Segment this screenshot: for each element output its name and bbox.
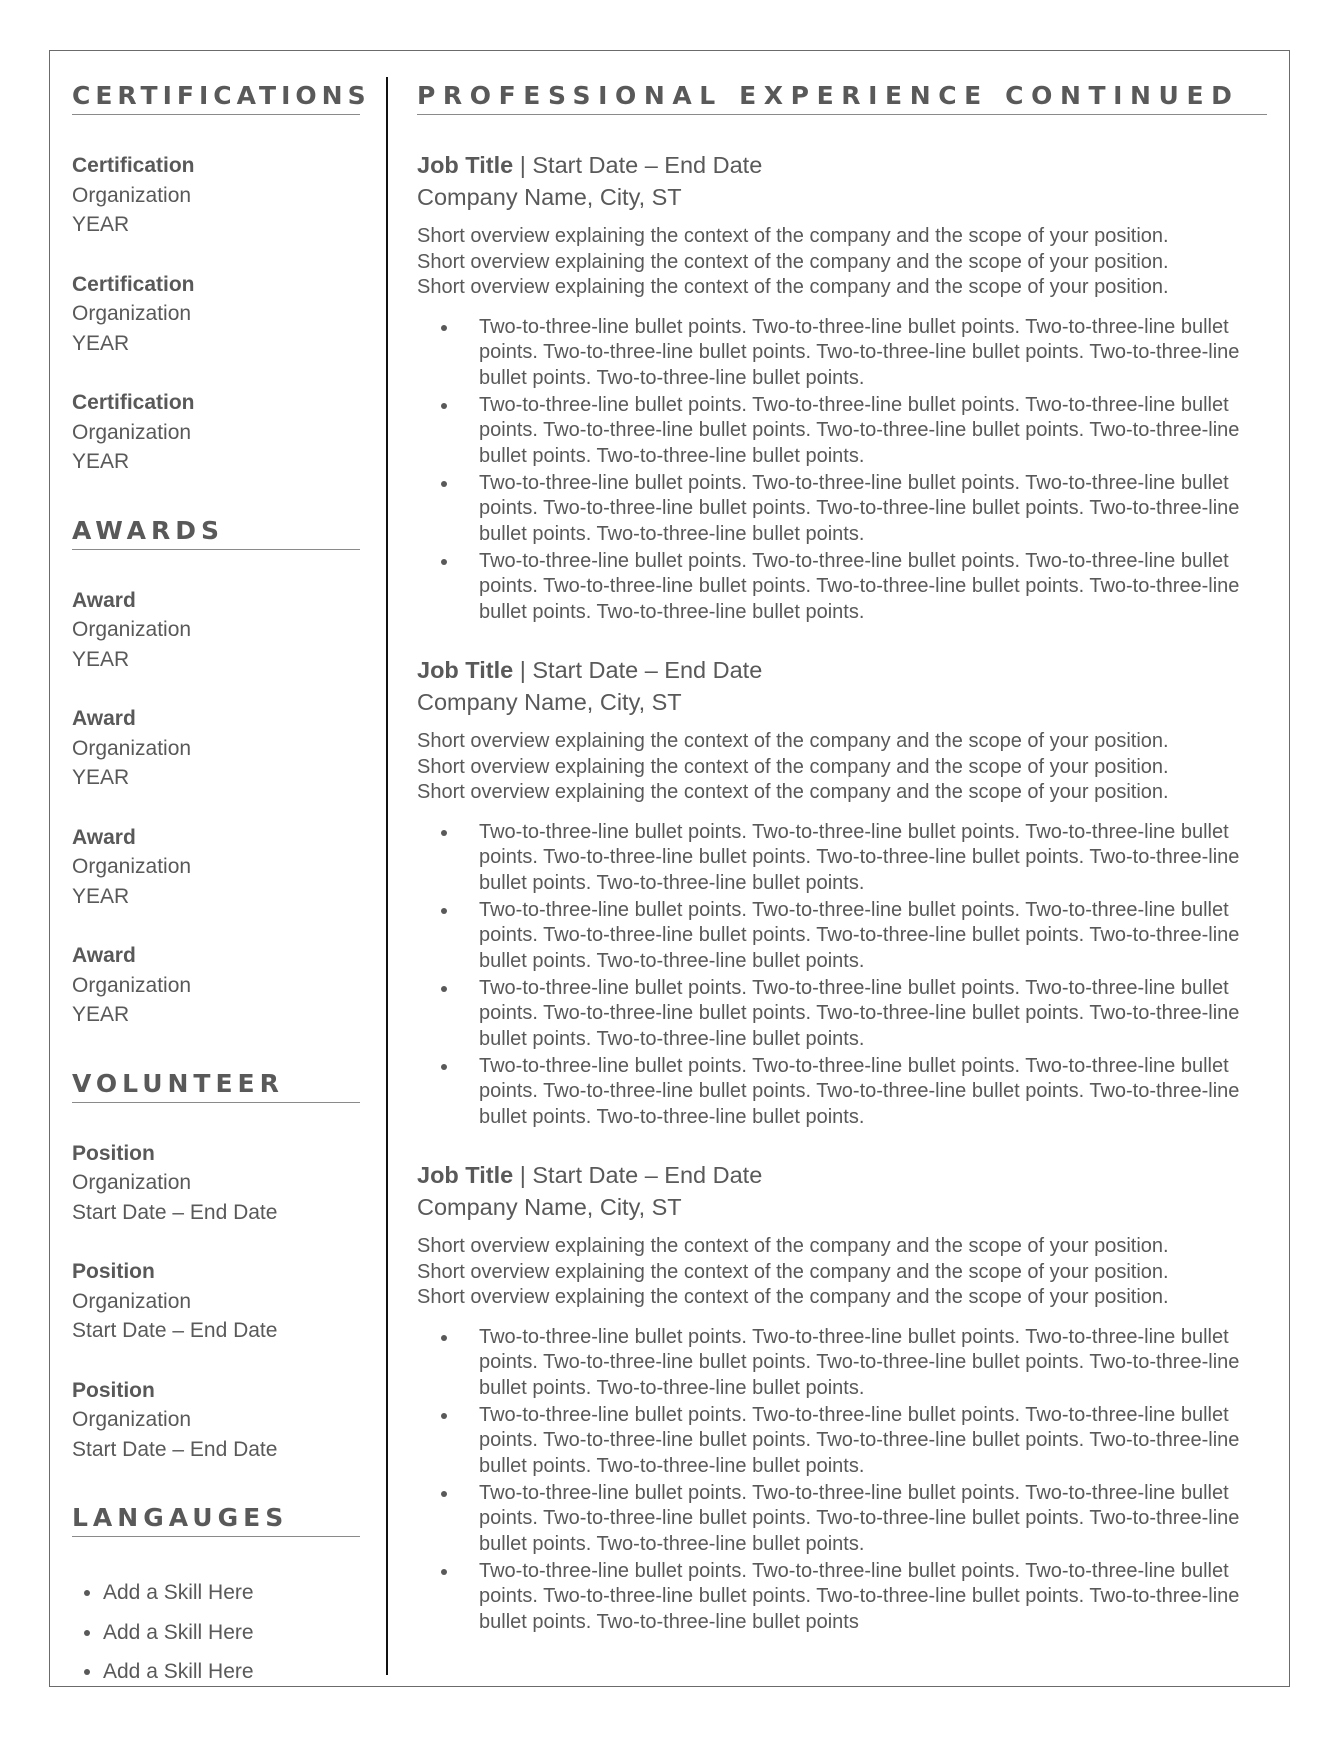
bullet-text: Two-to-three-line bullet points. Two-to-three-line bullet points. Two-to-three-line bullet points. Two-to-three-line bullet points. Two-to-three-line bullet points. Two-to-three-line bullet points. Two-to-three-line bullet points.: [479, 549, 1240, 623]
bullet-dot-icon: [441, 1335, 447, 1341]
bullet-item: [417, 1325, 1267, 1402]
company-line: Company Name, City, ST: [417, 689, 682, 715]
job-title-line: [417, 1159, 1267, 1191]
overview-line: Short overview explaining the context of the company and the scope of your position.: [417, 1260, 1169, 1283]
bullet-dot-icon: [441, 481, 447, 487]
job-separator: |: [513, 1162, 533, 1188]
language-item: [72, 1613, 360, 1653]
volunteer-org: Organization: [72, 1171, 192, 1194]
left-column: [72, 80, 371, 1692]
certification-name: Certification: [72, 391, 195, 414]
language-item: [72, 1573, 360, 1613]
overview-line: Short overview explaining the context of the company and the scope of your position.: [417, 225, 1169, 247]
bullet-dot-icon: [441, 325, 447, 331]
volunteer-dates: Start Date – End Date: [72, 1319, 278, 1342]
volunteer-dates: Start Date – End Date: [72, 1437, 278, 1461]
volunteer-position: Position: [72, 1141, 155, 1165]
volunteer-dates: Start Date – End Date: [72, 1200, 278, 1224]
job-dates: Start Date – End Date: [532, 152, 763, 178]
job-title: Job Title: [417, 152, 514, 178]
certification-org: Organization: [72, 302, 192, 325]
award-year: YEAR: [72, 1003, 130, 1026]
bullet-dot-icon: [441, 1413, 447, 1419]
bullet-text: Two-to-three-line bullet points. Two-to-three-line bullet points. Two-to-three-line bullet points. Two-to-three-line bullet points. Two-to-three-line bullet points. Two-to-three-line bullet points. Two-to-three-line bullet points.: [479, 898, 1240, 972]
job-title: Job Title: [417, 1162, 514, 1188]
overview-line: Short overview explaining the context of the company and the scope of your position.: [417, 755, 1169, 778]
job-entry: [417, 149, 1267, 625]
bullet-dot-icon: [441, 403, 447, 409]
certification-entry: [72, 151, 360, 240]
volunteer-position: Position: [72, 1378, 155, 1402]
award-year: YEAR: [72, 884, 130, 908]
overview-line: Short overview explaining the context of the company and the scope of your position.: [417, 781, 1169, 803]
bullet-item: [417, 471, 1267, 548]
job-title-line: [417, 654, 1267, 686]
bullet-text: Two-to-three-line bullet points. Two-to-three-line bullet points. Two-to-three-line bullet points. Two-to-three-line bullet points. Two-to-three-line bullet points. Two-to-three-line bullet points. Two-to-three-line bullet points.: [479, 315, 1240, 389]
job-overview: [417, 1234, 1267, 1311]
volunteer-entry: [72, 1139, 360, 1228]
bullet-dot-icon: [441, 1491, 447, 1497]
language-text: Add a Skill Here: [103, 1620, 254, 1644]
bullet-dot-icon: [441, 1064, 447, 1070]
certification-org: Organization: [72, 420, 192, 444]
job-overview: [417, 224, 1267, 301]
bullet-item: [417, 315, 1267, 392]
languages-heading: LANGAUGES: [72, 1502, 360, 1537]
award-name: Award: [72, 825, 136, 849]
award-org: Organization: [72, 973, 192, 997]
award-org: Organization: [72, 855, 192, 878]
volunteer-org: Organization: [72, 1289, 192, 1313]
job-overview: [417, 729, 1267, 806]
bullet-item: [417, 1559, 1267, 1636]
right-column: [417, 80, 1267, 1664]
bullet-dot-icon: [84, 1630, 90, 1636]
bullet-dot-icon: [84, 1669, 90, 1675]
volunteer-position: Position: [72, 1260, 155, 1283]
bullet-dot-icon: [441, 986, 447, 992]
award-entry: [72, 586, 360, 675]
overview-line: Short overview explaining the context of the company and the scope of your position.: [417, 1286, 1169, 1308]
volunteer-entry: [72, 1376, 360, 1465]
bullet-dot-icon: [84, 1590, 90, 1596]
certification-name: Certification: [72, 154, 195, 177]
award-org: Organization: [72, 618, 192, 641]
bullet-item: [417, 820, 1267, 897]
language-text: Add a Skill Here: [103, 1660, 254, 1683]
bullet-item: [417, 1481, 1267, 1558]
award-org: Organization: [72, 736, 192, 760]
bullet-dot-icon: [441, 830, 447, 836]
job-title: Job Title: [417, 657, 514, 683]
job-title-line: [417, 149, 1267, 181]
job-entry: [417, 654, 1267, 1130]
company-line: Company Name, City, ST: [417, 1194, 682, 1220]
award-name: Award: [72, 944, 136, 967]
volunteer-org: Organization: [72, 1408, 192, 1431]
bullet-text: Two-to-three-line bullet points. Two-to-three-line bullet points. Two-to-three-line bullet points. Two-to-three-line bullet points. Two-to-three-line bullet points. Two-to-three-line bullet points. Two-to-three-line bullet points.: [479, 820, 1240, 894]
award-entry: [72, 823, 360, 912]
certification-year: YEAR: [72, 450, 130, 473]
overview-line: Short overview explaining the context of the company and the scope of your position.: [417, 730, 1169, 752]
experience-heading: PROFESSIONAL EXPERIENCE CONTINUED: [417, 80, 1267, 115]
bullet-text: Two-to-three-line bullet points. Two-to-three-line bullet points. Two-to-three-line bullet points. Two-to-three-line bullet points. Two-to-three-line bullet points. Two-to-three-line bullet points. Two-to-three-line bullet points.: [479, 471, 1240, 545]
bullet-item: [417, 549, 1267, 626]
award-name: Award: [72, 707, 136, 730]
languages-list: [72, 1573, 360, 1692]
bullet-dot-icon: [441, 559, 447, 565]
bullet-text: Two-to-three-line bullet points. Two-to-three-line bullet points. Two-to-three-line bullet points. Two-to-three-line bullet points. Two-to-three-line bullet points. Two-to-three-line bullet points. Two-to-three-line bullet points.: [479, 1054, 1240, 1128]
language-text: Add a Skill Here: [103, 1581, 254, 1604]
job-entry: [417, 1159, 1267, 1635]
bullet-text: Two-to-three-line bullet points. Two-to-three-line bullet points. Two-to-three-line bullet points. Two-to-three-line bullet points. Two-to-three-line bullet points. Two-to-three-line bullet points. Two-to-three-line bullet points.: [479, 1481, 1240, 1555]
certification-entry: [72, 270, 360, 359]
job-separator: |: [513, 152, 533, 178]
certifications-heading: CERTIFICATIONS: [72, 80, 360, 115]
overview-line: Short overview explaining the context of the company and the scope of your position.: [417, 250, 1169, 273]
awards-heading: AWARDS: [72, 515, 360, 550]
certification-entry: [72, 388, 360, 477]
bullet-item: [417, 1403, 1267, 1480]
job-bullets: [417, 315, 1267, 626]
bullet-item: [417, 976, 1267, 1053]
bullet-text: Two-to-three-line bullet points. Two-to-three-line bullet points. Two-to-three-line bullet points. Two-to-three-line bullet points. Two-to-three-line bullet points. Two-to-three-line bullet points. Two-to-three-line bullet points.: [479, 976, 1240, 1050]
award-entry: [72, 704, 360, 793]
award-name: Award: [72, 588, 136, 612]
job-dates: Start Date – End Date: [532, 657, 763, 683]
award-year: YEAR: [72, 647, 130, 671]
bullet-text: Two-to-three-line bullet points. Two-to-three-line bullet points. Two-to-three-line bullet points. Two-to-three-line bullet points. Two-to-three-line bullet points. Two-to-three-line bullet points. Two-to-three-line bullet points: [479, 1559, 1240, 1633]
bullet-item: [417, 393, 1267, 470]
bullet-text: Two-to-three-line bullet points. Two-to-three-line bullet points. Two-to-three-line bullet points. Two-to-three-line bullet points. Two-to-three-line bullet points. Two-to-three-line bullet points. Two-to-three-line bullet points.: [479, 393, 1240, 467]
bullet-text: Two-to-three-line bullet points. Two-to-three-line bullet points. Two-to-three-line bullet points. Two-to-three-line bullet points. Two-to-three-line bullet points. Two-to-three-line bullet points. Two-to-three-line bullet points.: [479, 1403, 1240, 1477]
certification-year: YEAR: [72, 213, 130, 236]
column-divider: [386, 77, 388, 1675]
volunteer-entry: [72, 1257, 360, 1346]
overview-line: Short overview explaining the context of the company and the scope of your position.: [417, 1235, 1169, 1257]
language-item: [72, 1652, 360, 1692]
award-entry: [72, 941, 360, 1030]
certification-name: Certification: [72, 272, 195, 296]
company-line: Company Name, City, ST: [417, 184, 682, 210]
volunteer-heading: VOLUNTEER: [72, 1068, 360, 1103]
bullet-text: Two-to-three-line bullet points. Two-to-three-line bullet points. Two-to-three-line bullet points. Two-to-three-line bullet points. Two-to-three-line bullet points. Two-to-three-line bullet points. Two-to-three-line bullet points.: [479, 1325, 1240, 1399]
job-bullets: [417, 820, 1267, 1131]
bullet-item: [417, 898, 1267, 975]
overview-line: Short overview explaining the context of the company and the scope of your position.: [417, 276, 1169, 298]
job-bullets: [417, 1325, 1267, 1636]
bullet-item: [417, 1054, 1267, 1131]
job-dates: Start Date – End Date: [532, 1162, 763, 1188]
certification-year: YEAR: [72, 331, 130, 355]
award-year: YEAR: [72, 766, 130, 789]
bullet-dot-icon: [441, 1569, 447, 1575]
bullet-dot-icon: [441, 908, 447, 914]
job-separator: |: [513, 657, 533, 683]
certification-org: Organization: [72, 183, 192, 207]
